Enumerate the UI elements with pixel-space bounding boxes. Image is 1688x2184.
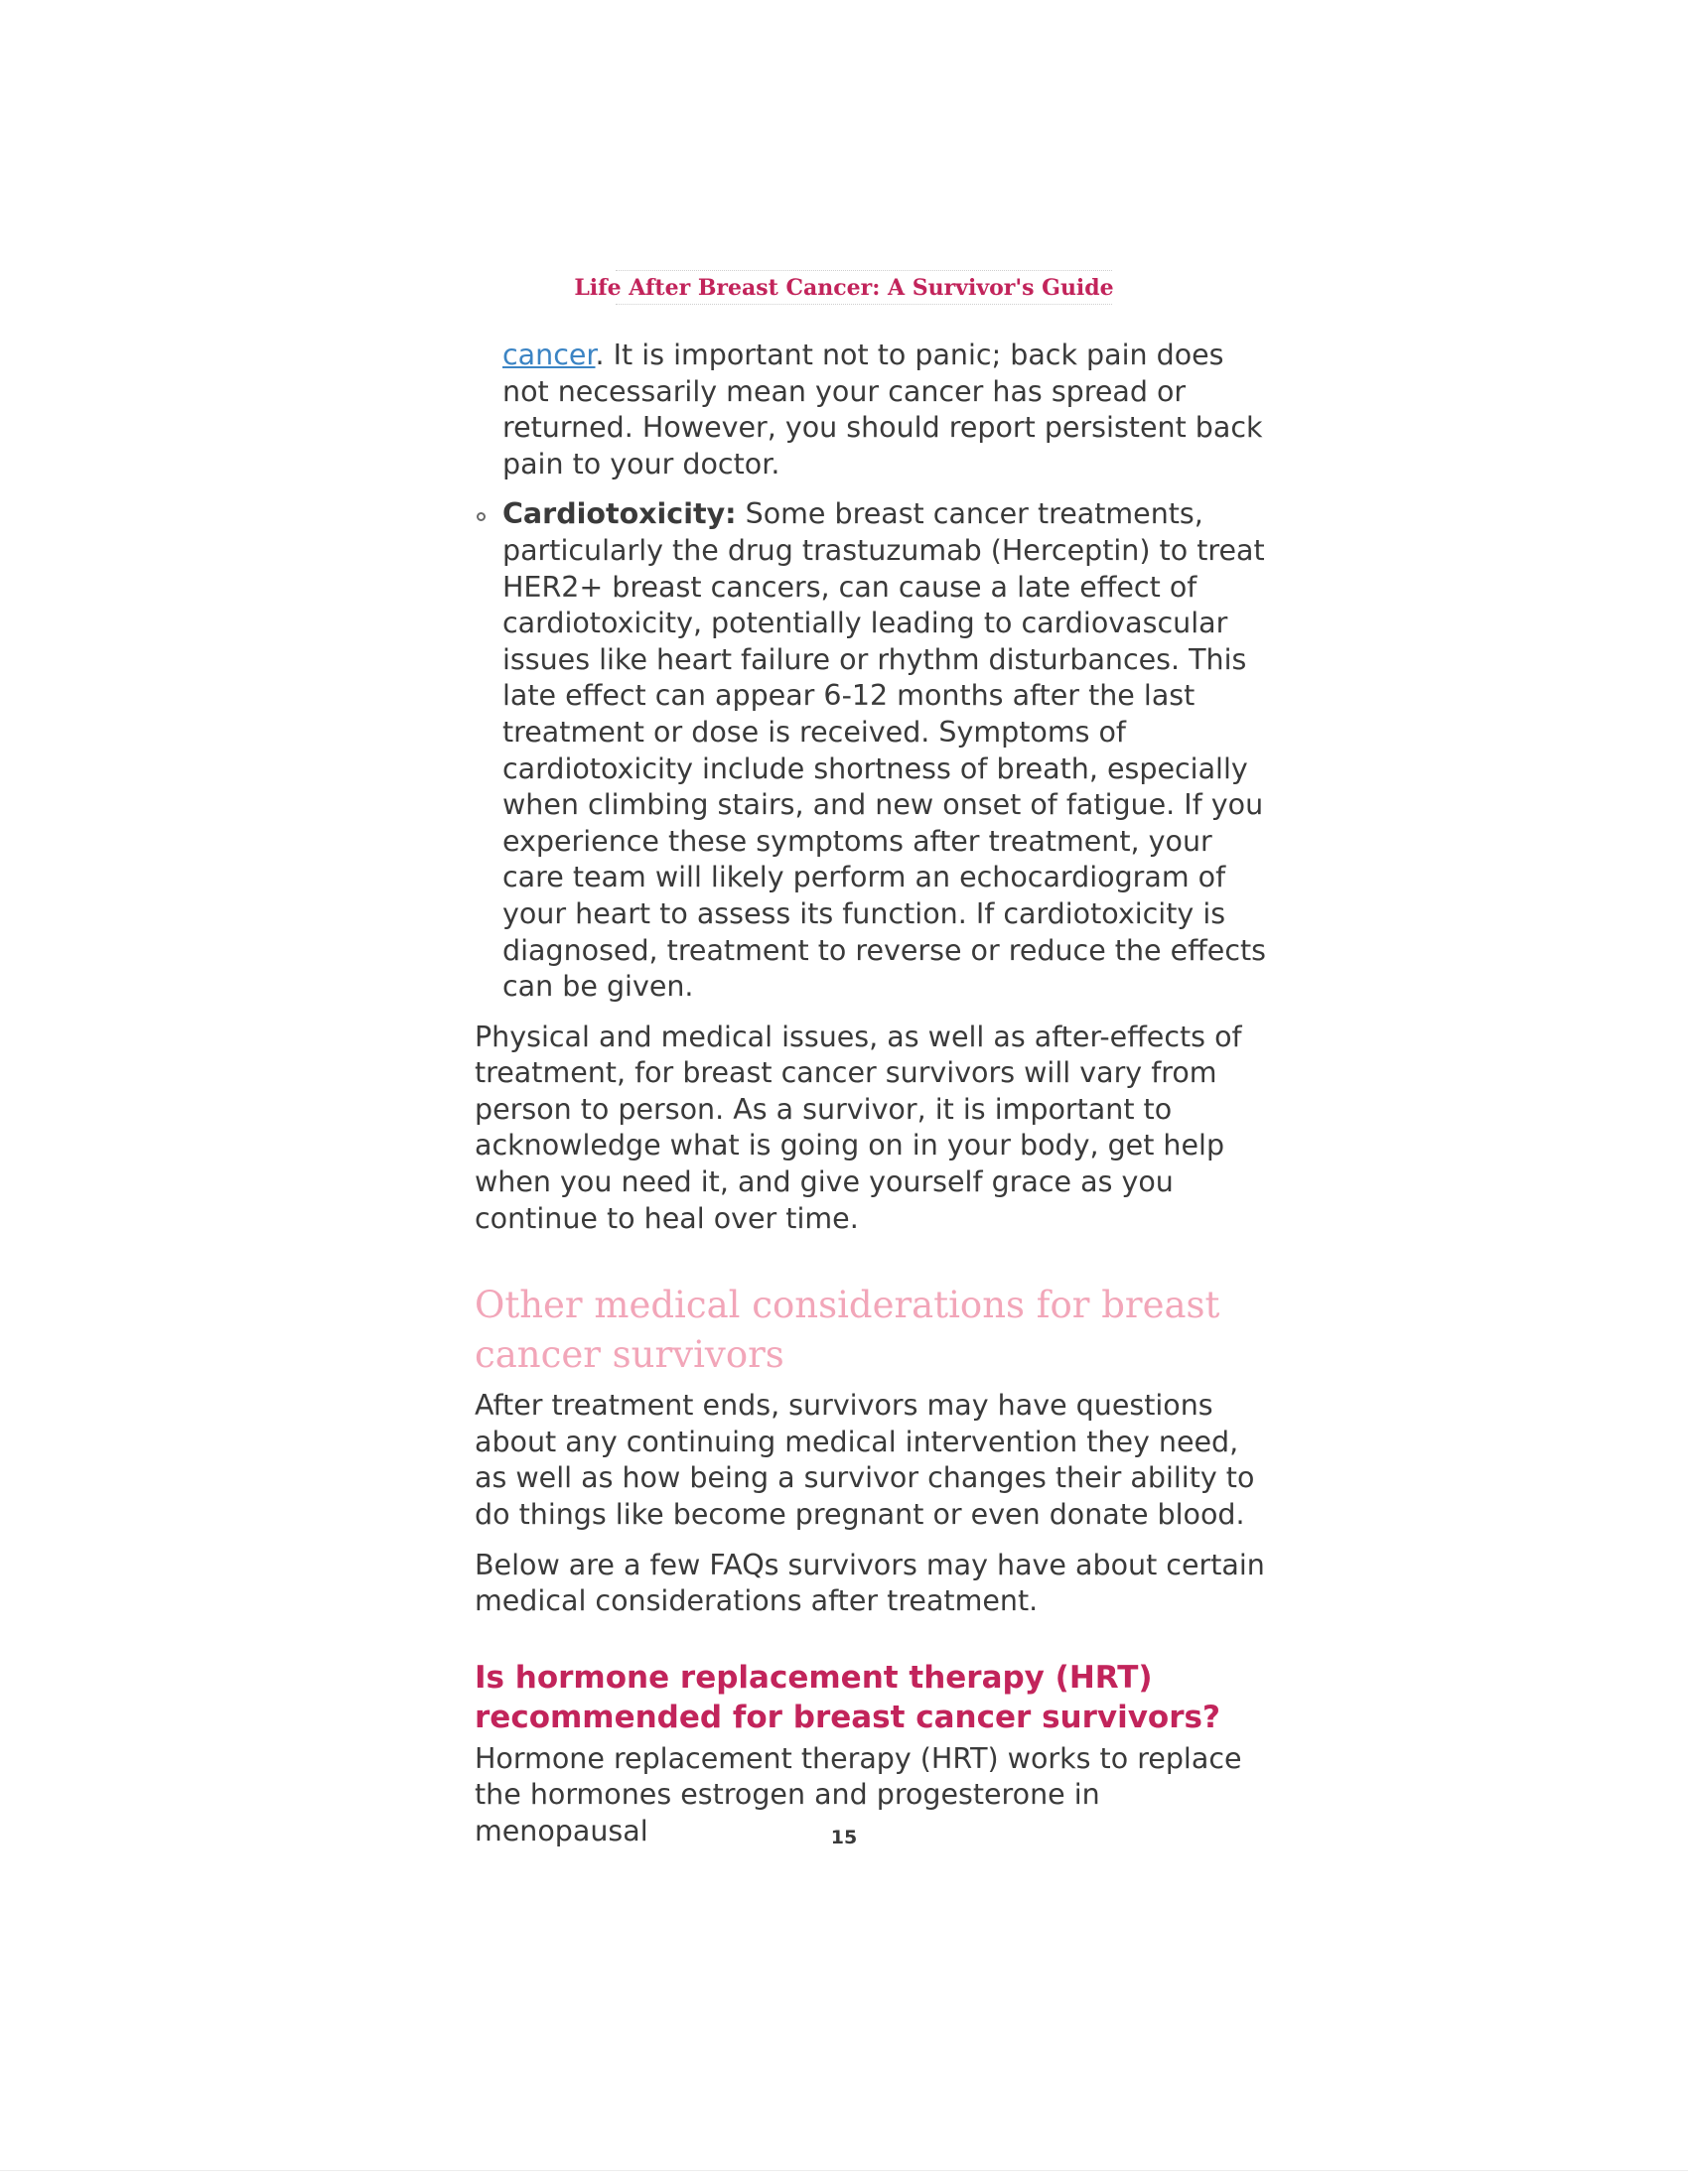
bullet-term: Cardiotoxicity: bbox=[502, 497, 737, 531]
summary-paragraph: Physical and medical issues, as well as after-effects of treatment, for breast cancer survivors will vary from person to person. As a survivor, it is important to acknowledge what is going on in your body, get help when you need it, and give yourself grace as you continue to heal over time. bbox=[475, 1020, 1242, 1235]
running-header: Life After Breast Cancer: A Survivor's Guide bbox=[574, 275, 1114, 301]
section-paragraph-2: Below are a few FAQs survivors may have about certain medical considerations after treatment. bbox=[475, 1548, 1265, 1618]
faq-answer-start: Hormone replacement therapy (HRT) works to replace the hormones estrogen and progesterone in menopausal bbox=[475, 1741, 1242, 1847]
bullet-icon bbox=[477, 512, 486, 521]
continuation-paragraph bbox=[475, 338, 1269, 482]
page-number: 15 bbox=[830, 1827, 858, 1848]
cancer-link[interactable]: cancer bbox=[502, 339, 596, 371]
bullet-cardiotoxicity bbox=[475, 496, 1269, 1005]
continuation-text: . It is important not to panic; back pain does not necessarily mean your cancer has spread or returned. However, you should report persistent back pain to your doctor. bbox=[502, 339, 1263, 480]
header-rule-bottom bbox=[616, 304, 1112, 305]
page-content bbox=[475, 338, 1269, 1850]
header-rule-top bbox=[616, 270, 1112, 271]
bullet-text: Some breast cancer treatments, particularly the drug trastuzumab (Herceptin) to treat HER2+ breast cancers, can cause a late effect of cardiotoxicity, potentially leading to cardiovascular issues like heart failure or rhythm disturbances. This late effect can appear 6-12 months after the last treatment or dose is received. Symptoms of cardiotoxicity include shortness of breath, especially when climbing stairs, and new onset of fatigue. If you experience these symptoms after treatment, your care team will likely perform an echocardiogram of your heart to assess its function. If cardiotoxicity is diagnosed, treatment to reverse or reduce the effects can be given. bbox=[502, 497, 1267, 1004]
section-paragraph-1: After treatment ends, survivors may have questions about any continuing medical intervention they need, as well as how being a survivor changes their ability to do things like become pregnant or even donate blood. bbox=[475, 1389, 1255, 1532]
section-heading: Other medical considerations for breast cancer survivors bbox=[475, 1284, 1220, 1377]
scan-edge-line bbox=[0, 2170, 1688, 2171]
faq-question-heading: Is hormone replacement therapy (HRT) recommended for breast cancer survivors? bbox=[475, 1659, 1220, 1735]
